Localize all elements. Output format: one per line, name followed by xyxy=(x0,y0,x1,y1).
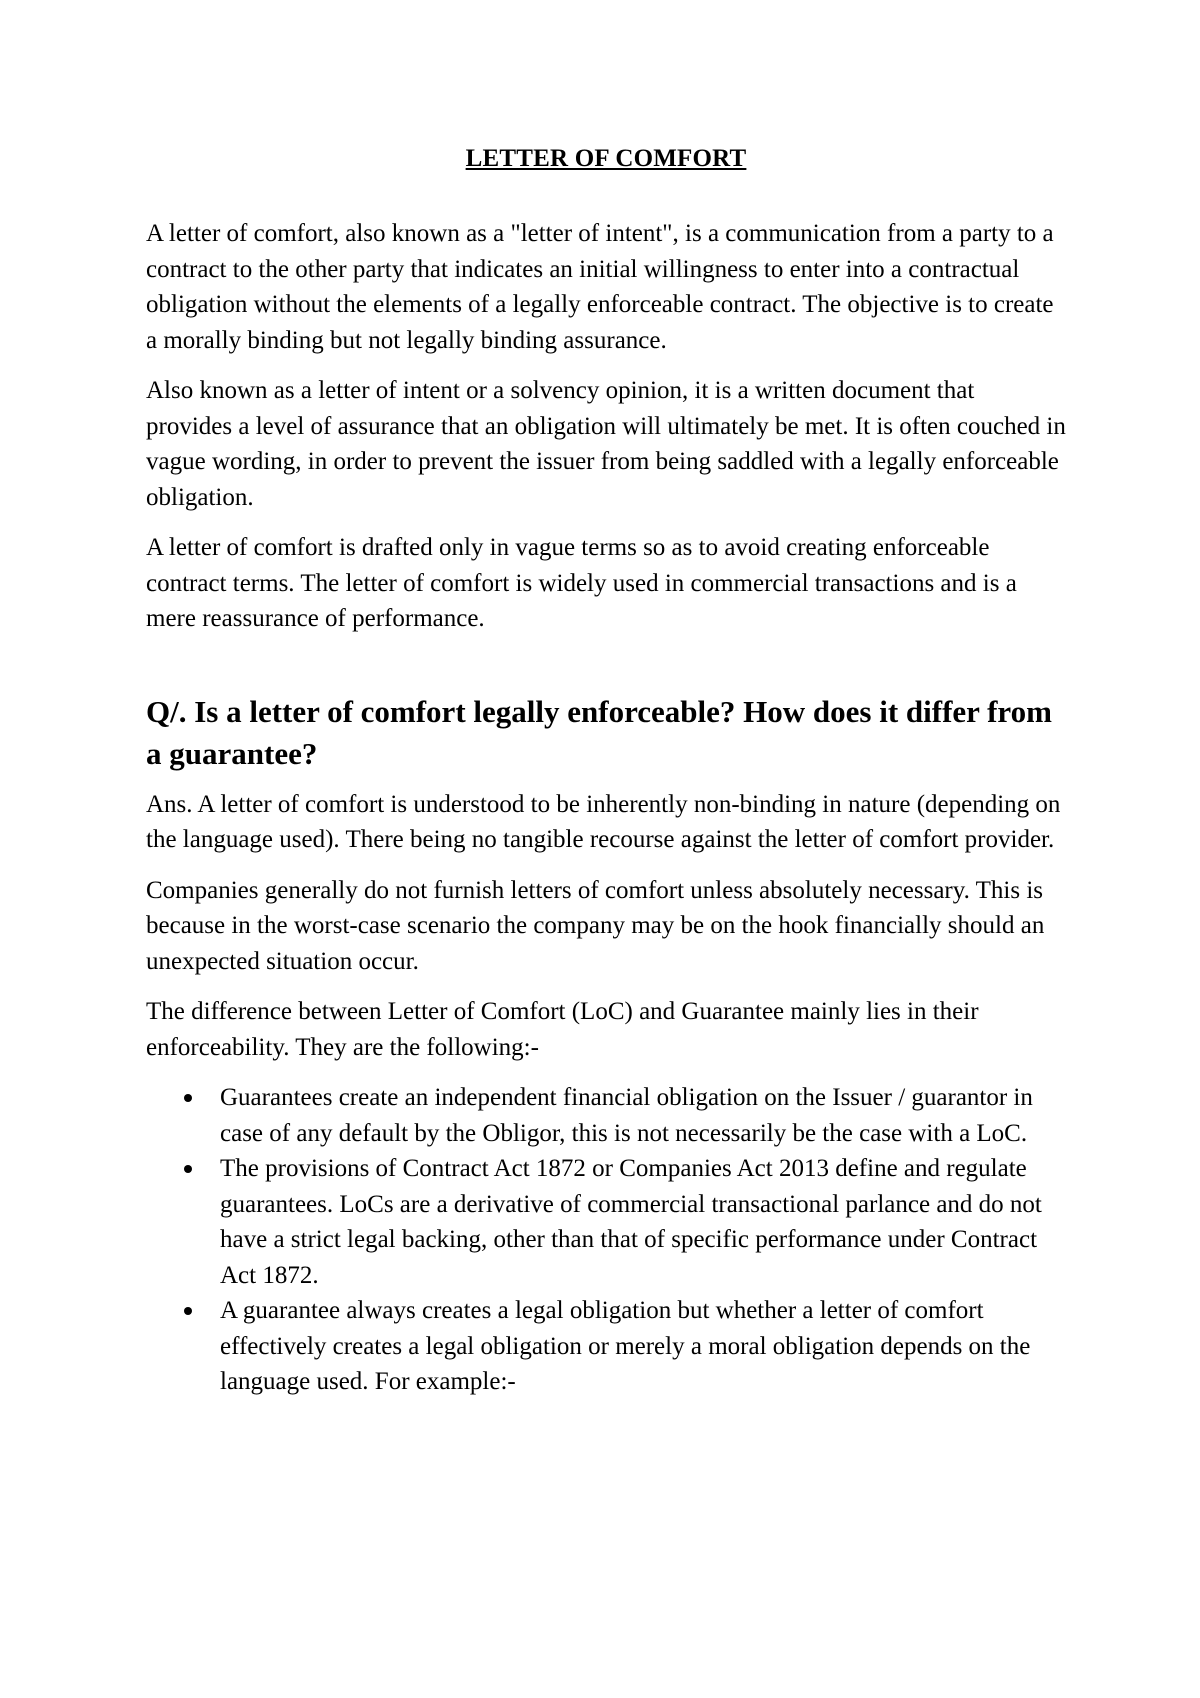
list-item-text: A guarantee always creates a legal obligation but whether a letter of comfort effectively creates a legal obligation or merely a moral obligation depends on the language used. For example:- xyxy=(220,1297,1031,1395)
intro-paragraph: Also known as a letter of intent or a solvency opinion, it is a written document that provides a level of assurance that an obligation will ultimately be met. It is often couched in vague wording, in order to prevent the issuer from being saddled with a legally enforceable obligation. xyxy=(146,377,1066,511)
bullet-icon xyxy=(184,1094,192,1102)
list-item-text: The provisions of Contract Act 1872 or Companies Act 2013 define and regulate guarantees. LoCs are a derivative of commercial transactional parlance and do not have a strict legal backing, other than that of specific performance under Contract Act 1872. xyxy=(220,1155,1042,1289)
list-item xyxy=(146,1293,1066,1400)
bullet-icon xyxy=(184,1307,192,1315)
intro-paragraph: A letter of comfort is drafted only in vague terms so as to avoid creating enforceable contract terms. The letter of comfort is widely used in commercial transactions and is a mere reassurance of performance. xyxy=(146,534,1017,632)
difference-list xyxy=(146,1080,1066,1400)
intro-paragraph: A letter of comfort, also known as a "letter of intent", is a communication from a party to a contract to the other party that indicates an initial willingness to enter into a contractual obligation without the elements of a legally enforceable contract. The objective is to create a morally binding but not legally binding assurance. xyxy=(146,220,1054,354)
question-heading: Q/. Is a letter of comfort legally enforceable? How does it differ from a guarantee? xyxy=(146,693,1052,771)
list-item xyxy=(146,1080,1066,1151)
list-item-text: Guarantees create an independent financial obligation on the Issuer / guarantor in case of any default by the Obligor, this is not necessarily be the case with a LoC. xyxy=(220,1084,1033,1147)
bullet-icon xyxy=(184,1165,192,1173)
answer-paragraph: Companies generally do not furnish letters of comfort unless absolutely necessary. This is because in the worst-case scenario the company may be on the hook financially should an unexpected situation occur. xyxy=(146,876,1045,975)
answer-paragraph: Ans. A letter of comfort is understood to be inherently non-binding in nature (depending on the language used). There being no tangible recourse against the letter of comfort provider. xyxy=(146,790,1061,853)
list-item xyxy=(146,1151,1066,1293)
document-body xyxy=(146,142,1066,1400)
answer-paragraph: The difference between Letter of Comfort (LoC) and Guarantee mainly lies in their enforceability. They are the following:- xyxy=(146,998,979,1061)
document-title: LETTER OF COMFORT xyxy=(465,145,747,172)
